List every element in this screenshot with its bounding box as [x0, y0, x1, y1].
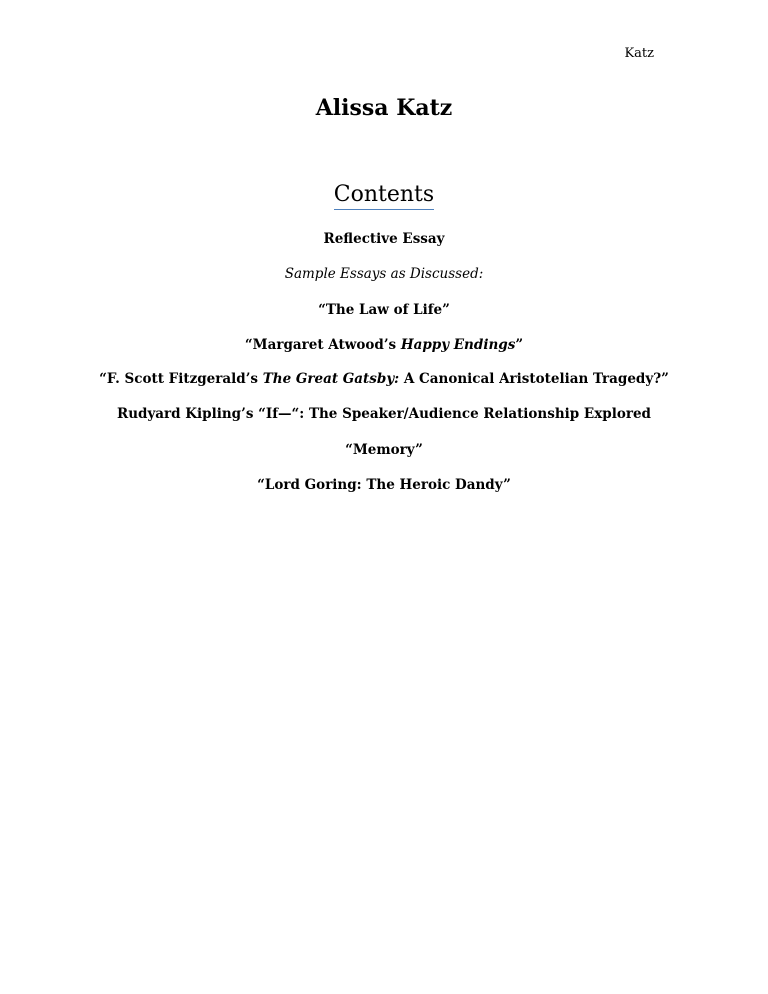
- toc-item-atwood-title: Happy Endings: [400, 337, 516, 353]
- running-head: Katz: [624, 46, 654, 61]
- toc-item-atwood-suffix: ”: [515, 337, 524, 353]
- contents-heading-text: Contents: [334, 182, 434, 210]
- toc-item-memory: “Memory”: [345, 442, 423, 458]
- toc-item-reflective-essay: Reflective Essay: [323, 231, 445, 247]
- toc-item-lord-goring: “Lord Goring: The Heroic Dandy”: [257, 477, 511, 493]
- toc-item-law-of-life: “The Law of Life”: [318, 302, 450, 318]
- toc-item-atwood: [0, 337, 768, 353]
- contents-heading: [0, 182, 768, 207]
- toc-item-atwood-prefix: “Margaret Atwood’s: [244, 337, 401, 353]
- toc-item-sample-essays: Sample Essays as Discussed:: [284, 266, 484, 282]
- toc-item-gatsby-suffix: A Canonical Aristotelian Tragedy?”: [399, 371, 669, 387]
- toc-item-gatsby: [0, 371, 768, 387]
- toc-item-gatsby-title: The Great Gatsby:: [262, 371, 400, 387]
- toc-item-kipling: Rudyard Kipling’s “If—“: The Speaker/Audience Relationship Explored: [116, 406, 651, 422]
- author-title: Alissa Katz: [315, 95, 453, 121]
- toc-item-gatsby-prefix: “F. Scott Fitzgerald’s: [99, 371, 263, 387]
